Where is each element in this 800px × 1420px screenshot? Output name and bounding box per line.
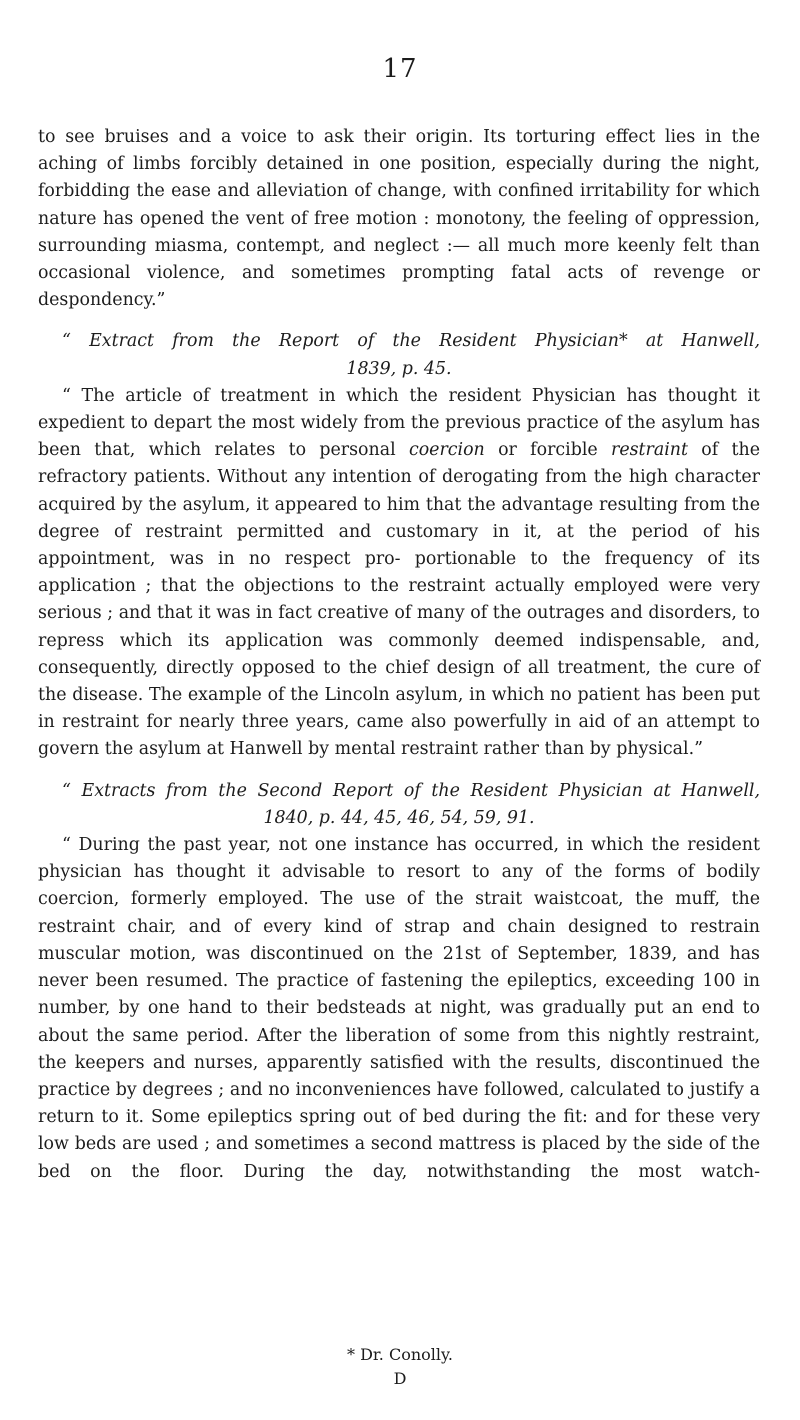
- extract-2-heading: [38, 778, 760, 832]
- extract-1-body: [38, 383, 760, 764]
- opening-paragraph: to see bruises and a voice to ask their origin. Its torturing effect lies in the aching of limbs forcibly detained in one position, especially during the night, forbidding the ease and alleviation of change, with confined irritability for which nature has opened the vent of free motion : monotony, the feeling of oppression, surrounding miasma, contempt, and neglect :— all much more keenly felt than occasional violence, and sometimes prompting fatal acts of revenge or despondency.”: [38, 127, 760, 311]
- page-number: 17: [382, 54, 418, 84]
- extract-1-body-start: “ The article of treatment in which the resident Physician has thought it expedient to depart the most widely from the previous practice of the asylum has been that, which relates to personal: [38, 385, 760, 461]
- signature-mark: D: [393, 1369, 407, 1388]
- footnote: * Dr. Conolly.: [346, 1345, 454, 1364]
- section-gap: [38, 764, 760, 778]
- extract-1-emphasis-restraint: restraint: [611, 440, 688, 461]
- section-gap: [38, 314, 760, 328]
- extract-2-heading-line1: “ Extracts from the Second Report of the Resident Physician at Hanwell,: [62, 780, 760, 801]
- extract-2-heading-line2: 1840, p. 44, 45, 46, 54, 59, 91.: [263, 807, 535, 828]
- extract-1-heading-line1: “ Extract from the Report of the Resident Physician* at Hanwell,: [62, 331, 760, 352]
- extract-1-emphasis-coercion: coercion: [408, 440, 485, 461]
- extract-1-body-middle: or forcible: [484, 440, 612, 461]
- extract-1-heading-line2: 1839, p. 45.: [346, 358, 452, 379]
- extract-1-body-end: of the refractory patients. Without any intention of derogating from the high character acquired by the asylum, it appeared to him that the advantage resulting from the degree of restraint permitted and customary in it, at the period of his appointment, was in no respect pro- portionable to the frequency of its application ; that the objections to the restraint actually employed were very serious ; and that it was in fact creative of many of the outrages and disorders, to repress which its application was commonly deemed indispensable, and, consequently, directly opposed to the chief design of all treatment, the cure of the disease. The example of the Lincoln asylum, in which no patient has been put in restraint for nearly three years, came also powerfully in aid of an attempt to govern the asylum at Hanwell by mental restraint rather than by physical.”: [38, 440, 760, 760]
- extract-1-heading: [38, 328, 760, 382]
- extract-2-body: “ During the past year, not one instance has occurred, in which the resident physician has thought it advisable to resort to any of the forms of bodily coercion, formerly employed. The use of the strait waistcoat, the muff, the restraint chair, and of every kind of strap and chain designed to restrain muscular motion, was discontinued on the 21st of September, 1839, and has never been resumed. The practice of fastening the epileptics, exceeding 100 in number, by one hand to their bedsteads at night, was gradually put an end to about the same period. After the liberation of some from this nightly restraint, the keepers and nurses, apparently satisfied with the results, discontinued the practice by degrees ; and no inconveniences have followed, calculated to justify a return to it. Some epileptics spring out of bed during the fit: and for these very low beds are used ; and sometimes a second mattress is placed by the side of the bed on the floor. During the day, notwithstanding the most watch-: [38, 835, 760, 1182]
- body-text: [38, 124, 760, 1186]
